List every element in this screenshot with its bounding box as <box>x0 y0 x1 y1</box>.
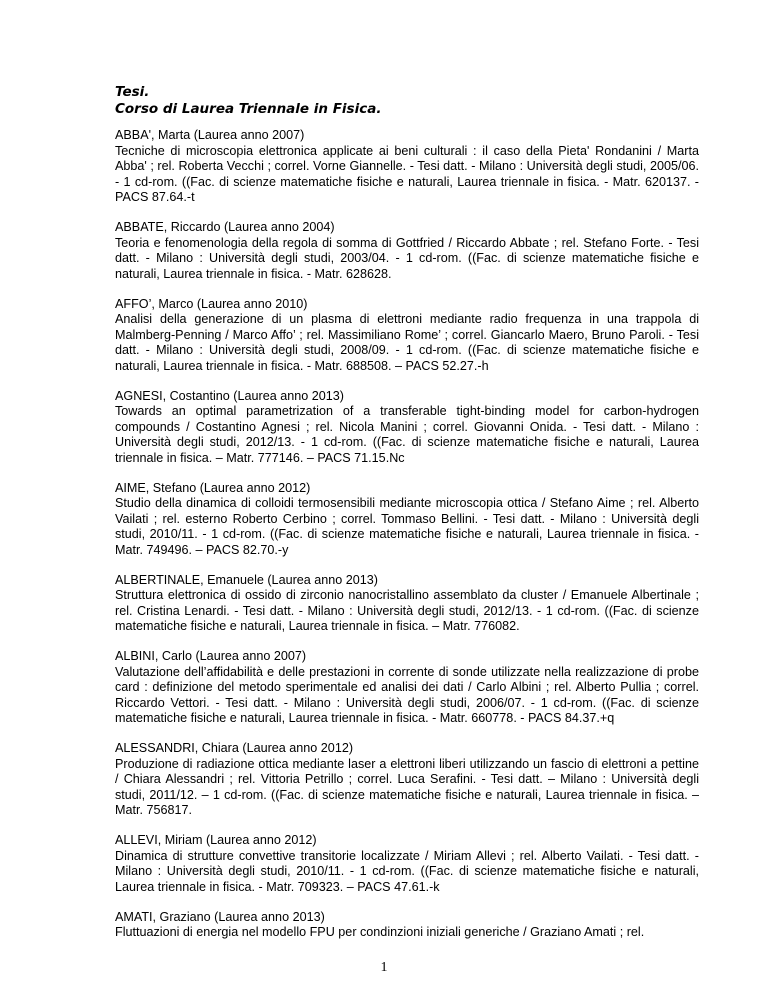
entry-heading: ABBA', Marta (Laurea anno 2007) <box>115 128 305 142</box>
entry-heading: ABBATE, Riccardo (Laurea anno 2004) <box>115 220 335 234</box>
thesis-entry-albertinale <box>115 573 699 635</box>
thesis-entry-alessandri <box>115 741 699 819</box>
thesis-entry-aime <box>115 481 699 559</box>
entry-description: Valutazione dell’affidabilità e delle prestazioni in corrente di sonde utilizzate nella realizzazione di probe card : definizione del metodo sperimentale ed analisi dei dati / Carlo Albini ; rel. Alberto Pullia ; correl. Riccardo Vettori. - Tesi datt. - Milano : Università degli studi, 2006/07. - 1 cd-rom. ((Fac. di scienze matematiche fisiche e naturali, Laurea triennale in fisica. - Matr. 660778. - PACS 84.37.+q <box>115 664 699 725</box>
thesis-list <box>115 128 699 941</box>
entry-heading: AMATI, Graziano (Laurea anno 2013) <box>115 909 325 924</box>
thesis-entry-abbate <box>115 220 699 282</box>
entry-heading: AFFO’, Marco (Laurea anno 2010) <box>115 296 308 311</box>
entry-heading: ALESSANDRI, Chiara (Laurea anno 2012) <box>115 741 354 755</box>
entry-description: Fluttuazioni di energia nel modello FPU per condinzioni iniziali generiche / Graziano Amati ; rel. <box>115 925 645 939</box>
entry-description: Studio della dinamica di colloidi termosensibili mediante microscopia ottica / Stefano Aime ; rel. Alberto Vailati ; rel. esterno Roberto Cerbino ; correl. Tommaso Bellini. - Tesi datt. - Milano : Università degli studi, 2010/11. - 1 cd-rom. ((Fac. di scienze matematiche fisiche e naturali, Laurea triennale in fisica. - Matr. 749496. – PACS 82.70.-y <box>115 496 699 557</box>
entry-heading: AIME, Stefano (Laurea anno 2012) <box>115 480 311 495</box>
thesis-entry-amati <box>115 910 699 941</box>
entry-heading: ALLEVI, Miriam (Laurea anno 2012) <box>115 833 317 847</box>
entry-heading: ALBERTINALE, Emanuele (Laurea anno 2013) <box>115 572 378 587</box>
entry-description: Towards an optimal parametrization of a transferable tight-binding model for carbon-hydrogen compounds / Costantino Agnesi ; rel. Nicola Manini ; correl. Giovanni Onida. - Tesi datt. - Milano : Università degli studi, 2012/13. - 1 cd-rom. ((Fac. di scienze matematiche fisiche e naturali, Laurea triennale in fisica. – Matr. 777146. – PACS 71.15.Nc <box>115 404 699 465</box>
entry-description: Dinamica di strutture convettive transitorie localizzate / Miriam Allevi ; rel. Alberto Vailati. - Tesi datt. - Milano : Università degli studi, 2010/11. - 1 cd-rom. ((Fac. di scienze matematiche fisiche e naturali, Laurea triennale in fisica. - Matr. 709323. – PACS 47.61.-k <box>115 848 699 894</box>
entry-description: Analisi della generazione di un plasma di elettroni mediante radio frequenza in una trappola di Malmberg-Penning / Marco Affo’ ; rel. Massimiliano Rome’ ; correl. Giancarlo Maero, Bruno Paroli. - Tesi datt. - Milano : Università degli studi, 2008/09. - 1 cd-rom. ((Fac. di scienze matematiche fisiche e naturali, Laurea triennale in fisica. - Matr. 688508. – PACS 52.27.-h <box>115 312 699 373</box>
thesis-entry-abba <box>115 128 699 206</box>
title-line-1: Tesi. <box>115 84 150 100</box>
page-content <box>115 84 699 955</box>
thesis-entry-albini <box>115 649 699 727</box>
entry-heading: AGNESI, Costantino (Laurea anno 2013) <box>115 388 344 403</box>
entry-description: Teoria e fenomenologia della regola di somma di Gottfried / Riccardo Abbate ; rel. Stefano Forte. - Tesi datt. - Milano : Università degli studi, 2003/04. - 1 cd-rom. ((Fac. di scienze matematiche fisiche e naturali, Laurea triennale in fisica. - Matr. 628628. <box>115 235 699 281</box>
document-title <box>115 84 699 118</box>
entry-description: Tecniche di microscopia elettronica applicate ai beni culturali : il caso della Pieta' Rondanini / Marta Abba' ; rel. Roberta Vecchi ; correl. Vorne Giannelle. - Tesi datt. - Milano : Università degli studi, 2005/06. - 1 cd-rom. ((Fac. di scienze matematiche fisiche e naturali, Laurea triennale in fisica. - Matr. 620137. - PACS 87.64.-t <box>115 143 699 204</box>
entry-heading: ALBINI, Carlo (Laurea anno 2007) <box>115 649 307 663</box>
thesis-entry-affo <box>115 297 699 375</box>
entry-description: Produzione di radiazione ottica mediante laser a elettroni liberi utilizzando un fascio di elettroni a pettine / Chiara Alessandri ; rel. Vittoria Petrillo ; correl. Luca Serafini. - Tesi datt. – Milano : Università degli studi, 2011/12. – 1 cd-rom. ((Fac. di scienze matematiche fisiche e naturali, Laurea triennale in fisica. – Matr. 756817. <box>115 756 699 817</box>
thesis-entry-agnesi <box>115 389 699 467</box>
entry-description: Struttura elettronica di ossido di zirconio nanocristallino assemblato da cluster / Emanuele Albertinale ; rel. Cristina Lenardi. - Tesi datt. - Milano : Università degli studi, 2012/13. - 1 cd-rom. ((Fac. di scienze matematiche fisiche e naturali, Laurea triennale in fisica. – Matr. 776082. <box>115 588 699 633</box>
title-line-2: Corso di Laurea Triennale in Fisica. <box>115 101 382 117</box>
page-number: 1 <box>380 960 388 975</box>
thesis-entry-allevi <box>115 833 699 895</box>
